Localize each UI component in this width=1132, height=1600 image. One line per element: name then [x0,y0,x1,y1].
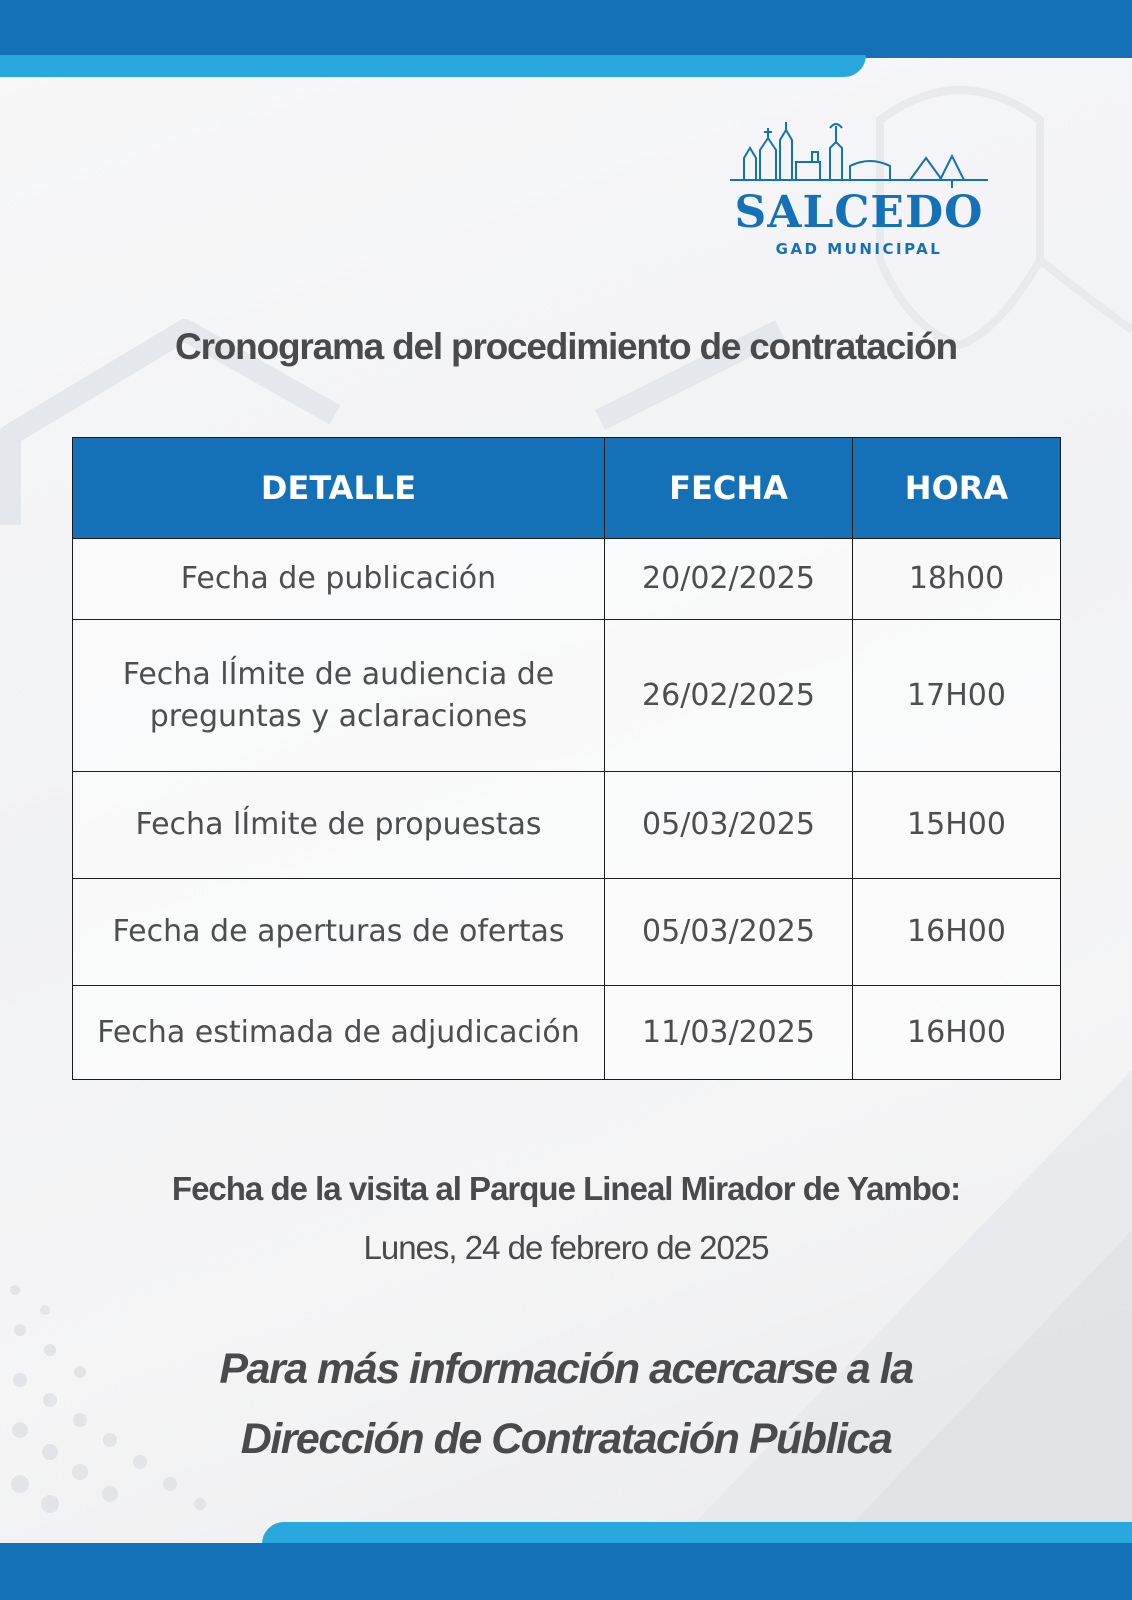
brand-name: SALCEDO [734,187,984,238]
header-hora: HORA [853,438,1061,539]
visit-label: Fecha de la visita al Parque Lineal Mirador de Yambo: [171,1170,961,1207]
cell-hora: 17H00 [853,620,1061,772]
table-row [73,620,1061,772]
cell-hora: 15H00 [853,772,1061,879]
table-row [73,986,1061,1080]
top-light-band [0,55,866,77]
cell-fecha: 26/02/2025 [605,620,853,772]
cell-hora: 18h00 [853,539,1061,620]
cell-hora: 16H00 [853,879,1061,986]
page-title: Cronograma del procedimiento de contratación [175,326,957,367]
header-fecha: FECHA [605,438,853,539]
table-row [73,879,1061,986]
cell-detalle: Fecha estimada de adjudicación [73,986,605,1080]
top-dark-band [0,0,1132,58]
info-line-2: Dirección de Contratación Pública [240,1415,892,1463]
table-row [73,539,1061,620]
city-skyline-icon [730,118,988,188]
salcedo-logo [730,118,988,268]
table-header-row [73,438,1061,539]
table-row [73,772,1061,879]
cell-detalle: Fecha de publicación [73,539,605,620]
cell-detalle: Fecha lÍmite de propuestas [73,772,605,879]
cell-fecha: 20/02/2025 [605,539,853,620]
info-line-1: Para más información acercarse a la [219,1345,913,1393]
cell-fecha: 11/03/2025 [605,986,853,1080]
schedule-table [72,437,1061,1080]
cell-detalle: Fecha de aperturas de ofertas [73,879,605,986]
cell-hora: 16H00 [853,986,1061,1080]
brand-subtitle: GAD MUNICIPAL [775,240,943,258]
cell-fecha: 05/03/2025 [605,772,853,879]
cell-fecha: 05/03/2025 [605,879,853,986]
visit-date: Lunes, 24 de febrero de 2025 [363,1229,769,1266]
info-message [0,1334,1132,1474]
cell-detalle: Fecha lÍmite de audiencia de preguntas y aclaraciones [73,620,605,772]
bottom-dark-band [0,1543,1132,1600]
header-detalle: DETALLE [73,438,605,539]
